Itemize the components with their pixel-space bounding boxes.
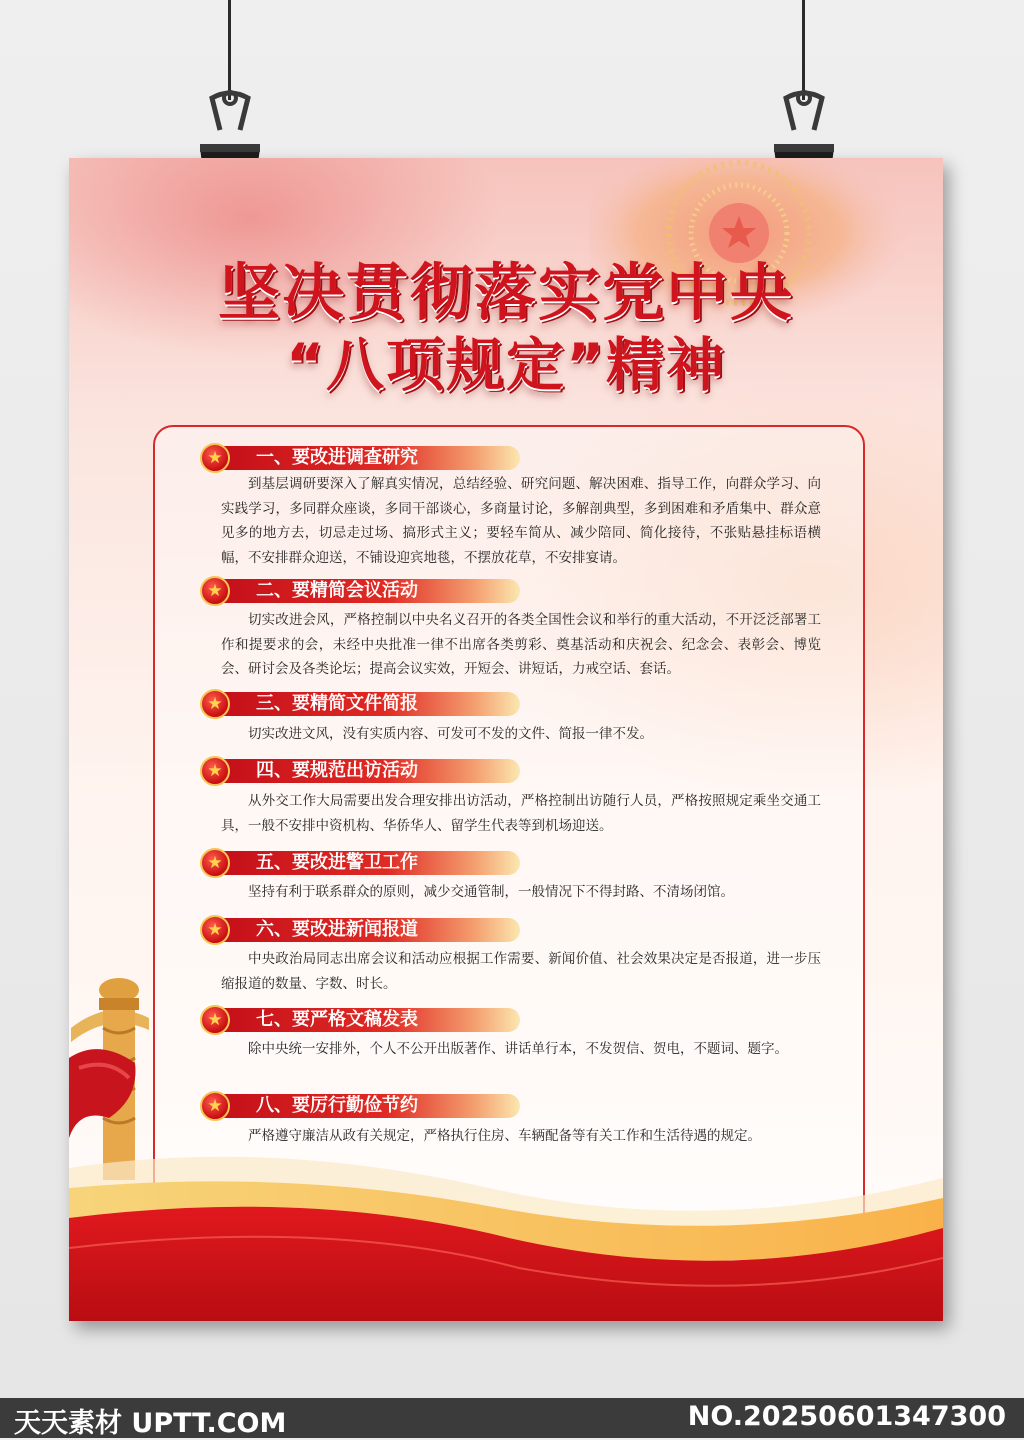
hanging-wire-left: [228, 0, 231, 100]
section-heading: [200, 1005, 522, 1035]
section-body: 切实改进会风，严格控制以中央名义召开的各类全国性会议和举行的重大活动，不开泛泛部署工作和提要求的会，未经中央批准一律不出席各类剪彩、奠基活动和庆祝会、纪念会、表彰会、博览会、研讨会及各类论坛；提高会议实效，开短会、讲短话，力戒空话、套话。: [221, 612, 821, 677]
section-heading-label: 三、要精简文件简报: [256, 693, 418, 714]
section-heading: [200, 915, 522, 945]
section-heading-label: 一、要改进调查研究: [256, 447, 418, 468]
section-body: 除中央统一安排外，个人不公开出版著作、讲话单行本，不发贺信、贺电，不题词、题字。: [248, 1041, 788, 1057]
poster: [69, 158, 943, 1321]
star-badge-icon: ★: [200, 1091, 230, 1121]
section-heading: [200, 689, 522, 719]
section-heading-label: 五、要改进警卫工作: [256, 852, 418, 873]
hanging-wire-right: [802, 0, 805, 100]
section-heading: [200, 848, 522, 878]
watermark-bar: [0, 1398, 1024, 1438]
poster-title-line2: “八项规定”精神: [285, 331, 727, 399]
section-body: 到基层调研要深入了解真实情况，总结经验、研究问题、解决困难、指导工作，向群众学习、向实践学习，多同群众座谈，多同干部谈心，多商量讨论，多解剖典型，多到困难和矛盾集中、群众意见多的地方去，切忌走过场、搞形式主义；要轻车简从、减少陪同、简化接待，不张贴悬挂标语横幅，不安排群众迎送，不铺设迎宾地毯，不摆放花草，不安排宴请。: [221, 476, 821, 566]
section-heading-label: 八、要厉行勤俭节约: [256, 1095, 418, 1116]
star-badge-icon: ★: [200, 689, 230, 719]
section-heading-label: 七、要严格文稿发表: [256, 1009, 418, 1030]
section-heading-label: 四、要规范出访活动: [256, 760, 418, 781]
section-body: 坚持有利于联系群众的原则，减少交通管制，一般情况下不得封路、不清场闭馆。: [248, 884, 734, 900]
watermark-number: NO.20250601347300: [687, 1401, 1006, 1432]
section-heading: [200, 443, 522, 473]
section-body: 中央政治局同志出席会议和活动应根据工作需要、新闻价值、社会效果决定是否报道，进一步压缩报道的数量、字数、时长。: [221, 951, 821, 992]
section-heading: [200, 1091, 522, 1121]
star-badge-icon: ★: [200, 1005, 230, 1035]
section-body: 切实改进文风，没有实质内容、可发可不发的文件、简报一律不发。: [248, 726, 653, 742]
bottom-wave-decoration: [69, 1148, 943, 1321]
section-body: 从外交工作大局需要出发合理安排出访活动，严格控制出访随行人员，严格按照规定乘坐交通工具，一般不安排中资机构、华侨华人、留学生代表等到机场迎送。: [221, 793, 821, 834]
watermark-site: 天天素材 UPTT.COM: [14, 1408, 287, 1439]
star-badge-icon: ★: [200, 756, 230, 786]
section-body: 严格遵守廉洁从政有关规定，严格执行住房、车辆配备等有关工作和生活待遇的规定。: [248, 1128, 761, 1144]
poster-title-line1: 坚决贯彻落实党中央: [217, 256, 794, 329]
star-badge-icon: ★: [200, 576, 230, 606]
section-heading-label: 六、要改进新闻报道: [256, 919, 418, 940]
section-heading: [200, 756, 522, 786]
star-badge-icon: ★: [200, 443, 230, 473]
star-badge-icon: ★: [200, 915, 230, 945]
section-heading: [200, 576, 522, 606]
star-badge-icon: ★: [200, 848, 230, 878]
section-heading-label: 二、要精简会议活动: [256, 580, 418, 601]
